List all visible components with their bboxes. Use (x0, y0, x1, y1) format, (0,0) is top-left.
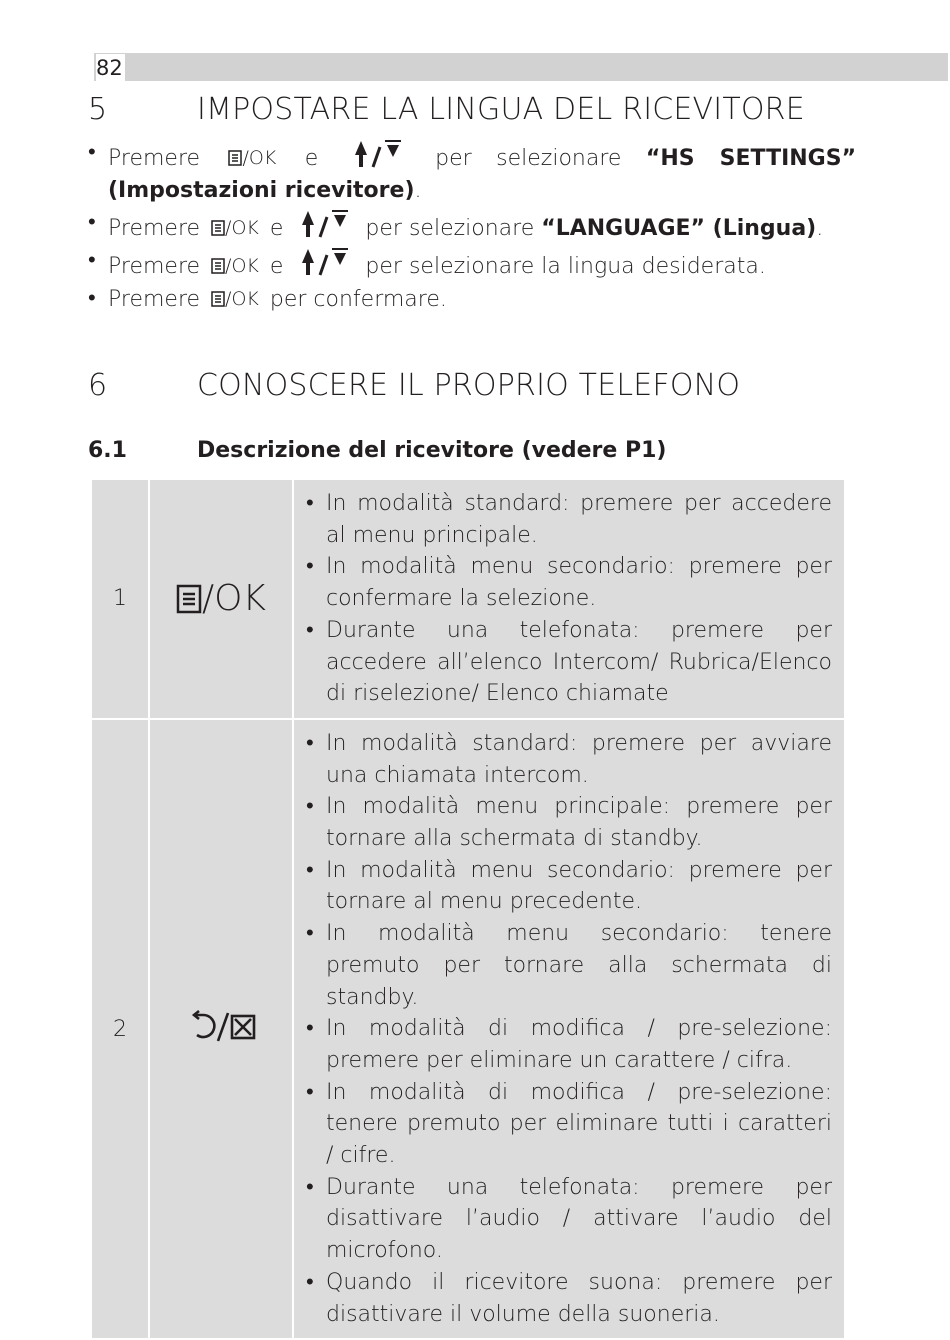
list-item: • In modalità standard: premere per avviare una chiamata intercom. (306, 728, 832, 791)
row-index: 1 (92, 480, 148, 718)
list-item: • In modalità di modifica / pre-selezione: tenere premuto per eliminare tutti i caratteri / cifre. (306, 1077, 832, 1172)
step-3 (88, 245, 856, 283)
back-delete-icon (185, 1009, 257, 1045)
language-steps (88, 137, 856, 316)
menu-icon (211, 291, 225, 307)
menu-ok-icon: /OK (176, 578, 266, 619)
menu-ok-key: /OK (207, 212, 263, 244)
row-index: 2 (92, 720, 148, 1338)
list-item: • In modalità menu secondario: premere per confermare la selezione. (306, 551, 832, 614)
section-number: 6 (88, 368, 108, 403)
list-item: • In modalità menu secondario: premere per tornare al menu precedente. (306, 855, 832, 918)
list-item: • In modalità standard: premere per accedere al menu principale. (306, 488, 832, 551)
step-option: “HS SETTINGS” (Impostazioni ricevitore) (108, 146, 857, 203)
key-cell (150, 720, 292, 1338)
subsection-title: Descrizione del ricevitore (vedere P1) (197, 438, 667, 463)
step-option: “LANGUAGE” (Lingua) (541, 216, 817, 241)
menu-icon (211, 220, 225, 236)
step-text: per selezionare (435, 146, 622, 171)
page-number: 82 (96, 56, 123, 80)
key-cell (150, 480, 292, 718)
step-1: • Premere /OK e per selezionare “HS SETTINGS” (Impostazioni ricevitore). (88, 137, 856, 207)
step-text: per selezionare (365, 216, 535, 241)
up-down-nav-icon (294, 245, 354, 279)
key-description (294, 720, 844, 1338)
page-header-bar (94, 53, 948, 81)
step-text: Premere (108, 254, 201, 279)
section-title: CONOSCERE IL PROPRIO TELEFONO (197, 368, 741, 403)
step-text: Premere (108, 287, 201, 312)
table-row (92, 720, 844, 1338)
step-text: e (269, 216, 284, 241)
section-number: 5 (88, 92, 108, 127)
step-2: • Premere /OK e per selezionare “LANGUAGE” (Lingua). (88, 207, 856, 245)
step-text: Premere (108, 146, 201, 171)
list-item: • In modalità di modifica / pre-selezione: premere per eliminare un carattere / cifra. (306, 1013, 832, 1076)
key-description (294, 480, 844, 718)
menu-ok-key: /OK (207, 283, 263, 315)
up-down-nav-icon (294, 207, 354, 241)
menu-icon (228, 150, 242, 166)
section-title: IMPOSTARE LA LINGUA DEL RICEVITORE (197, 92, 805, 127)
list-item: • Quando il ricevitore suona: premere per disattivare il volume della suoneria. (306, 1267, 832, 1330)
step-text: e (304, 146, 319, 171)
menu-ok-key: /OK (207, 250, 263, 282)
step-text: e (269, 254, 284, 279)
step-4 (88, 283, 856, 316)
step-text: Premere (108, 216, 201, 241)
list-item: • Durante una telefonata: premere per disattivare l’audio / attivare l’audio del microfono. (306, 1172, 832, 1267)
list-item: • Durante una telefonata: premere per accedere all’elenco Intercom/ Rubrica/Elenco di riselezione/ Elenco chiamate (306, 615, 832, 710)
step-text: per confermare. (269, 287, 447, 312)
menu-icon (176, 584, 202, 614)
table-row (92, 480, 844, 718)
up-down-nav-icon (347, 137, 407, 171)
handset-keys-table (90, 478, 846, 1340)
menu-ok-key: /OK (224, 142, 280, 174)
menu-icon (211, 258, 225, 274)
step-text: per selezionare la lingua desiderata. (365, 254, 766, 279)
list-item: • In modalità menu principale: premere per tornare alla schermata di standby. (306, 791, 832, 854)
list-item: • In modalità menu secondario: tenere premuto per tornare alla schermata di standby. (306, 918, 832, 1013)
subsection-number: 6.1 (88, 438, 127, 463)
